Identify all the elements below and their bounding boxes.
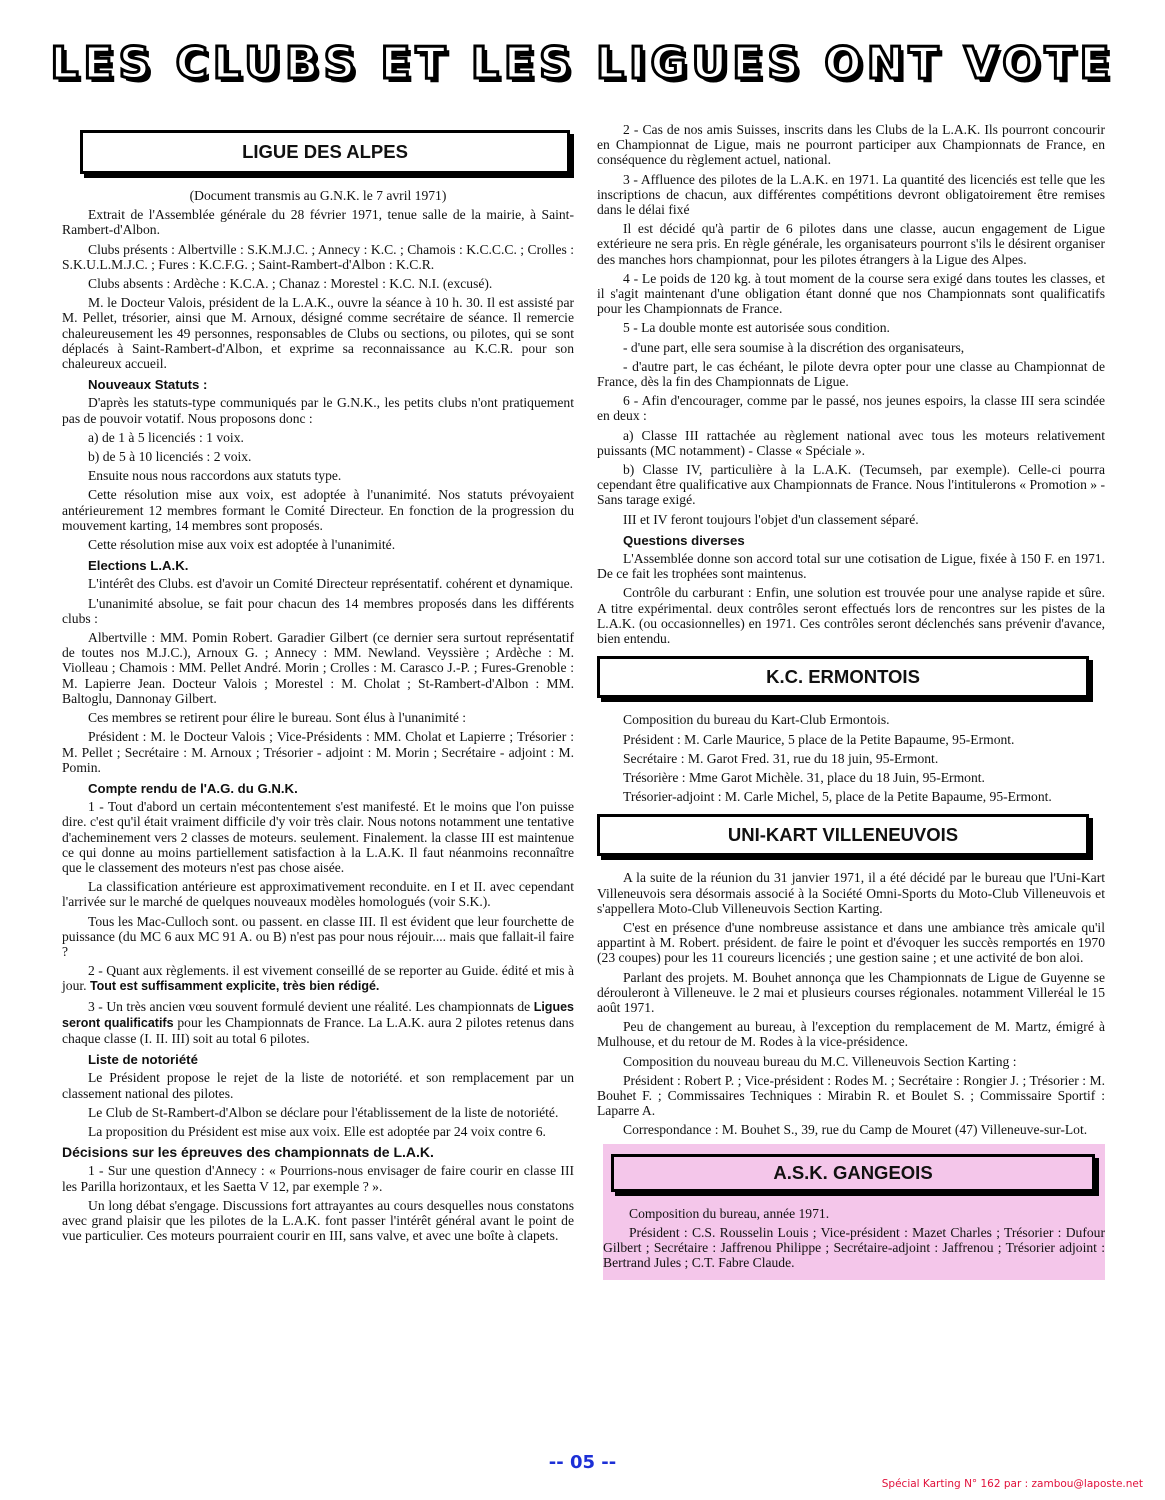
paragraph: - d'une part, elle sera soumise à la discrétion des organisateurs, (623, 339, 965, 355)
paragraph: 1 - Tout d'abord un certain mécontentement s'est manifesté. Et le moins que l'on puisse dire. c'est qu'il était vraiment difficile d'y voir très clair. Nous notons notamment une tentative d'acheminement vers 2 classes de moteurs. seulement. Finalement. la classe III est maintenue ce qui donne au moins partiellement satisfaction à la L.A.K. Il faut néanmoins reconnaître que le classement des moteurs n'est pas chose aisée. (62, 799, 574, 875)
paragraph: Le Club de St-Rambert-d'Albon se déclare pour l'établissement de la liste de notoriété. (88, 1104, 559, 1120)
paragraph: Clubs présents : Albertville : S.K.M.J.C. ; Annecy : K.C. ; Chamois : K.C.C.C. ; Crolles : S.K.U.L.M.J.C. ; Fures : K.C.F.G. ; Saint-Rambert-d'Albon : K.C.R. (62, 241, 574, 272)
paragraph: Le Président propose le rejet de la liste de notoriété. et son remplacement par un classement national des pilotes. (62, 1070, 574, 1101)
paragraph: Clubs absents : Ardèche : K.C.A. ; Chanaz : Morestel : K.C. N.I. (excusé). (88, 276, 493, 292)
paragraph-text: pour les Championnats de France. La L.A.K. aura 2 pilotes retenus dans chaque classe (I. II. III) soit au total 6 pilotes. (62, 1014, 574, 1046)
ask-gangeois-heading: A.S.K. GANGEOIS (611, 1154, 1095, 1192)
paragraph: III et IV feront toujours l'objet d'un classement séparé. (623, 511, 919, 527)
paragraph: Ces membres se retirent pour élire le bureau. Sont élus à l'unanimité : (88, 710, 467, 726)
paragraph: Peu de changement au bureau, à l'exception du remplacement de M. Martz, émigré à Mulhouse, et du retour de M. Rodes à la vice-présidence. (597, 1019, 1105, 1050)
paragraph: 2 - Cas de nos amis Suisses, inscrits dans les Clubs de la L.A.K. Ils pourront concourir en Championnat de Ligue, mais ne pourront participer aux Championnats de France, en conséquence du règlement actuel, national. (597, 122, 1105, 168)
emphasis-text: Ligues seront qualificatifs (62, 999, 574, 1030)
paragraph: C'est en présence d'une nombreuse assistance et dans une ambiance très amicale qu'il appartint à M. Robert. président. de faire le point et d'évoquer les succès remportés en 1970 (23 coupes) pour les 11 coureurs licenciés ; une gestion saine ; et une activité de bon aloi. (597, 919, 1105, 966)
paragraph: Trésorière : Mme Garot Michèle. 31, place du 18 Juin, 95-Ermont. (623, 769, 985, 785)
ligue-des-alpes-heading: LIGUE DES ALPES (80, 130, 570, 174)
paragraph: b) Classe IV, particulière à la L.A.K. (Tecumseh, par exemple). Celle-ci pourra cependant être qualificative aux Championnats de France. Nous l'intitulerons « Promotion » - Sans tarage exigé. (597, 462, 1105, 508)
right-column (597, 122, 1105, 1280)
credit-line: Spécial Karting N° 162 par : zambou@laposte.net (881, 1478, 1143, 1490)
paragraph: La proposition du Président est mise aux voix. Elle est adoptée par 24 voix contre 6. (88, 1123, 546, 1139)
paragraph: b) de 5 à 10 licenciés : 2 voix. (88, 449, 252, 465)
paragraph: Parlant des projets. M. Bouhet annonça que les Championnats de Ligue de Guyenne se dérouleront à Villeneuve. le 2 mai et plusieurs courses régionales. notamment Villeréal le 15 août 1971. (597, 969, 1105, 1015)
paragraph: Correspondance : M. Bouhet S., 39, rue du Camp de Mouret (47) Villeneuve-sur-Lot. (623, 1122, 1088, 1138)
paragraph: Président : M. Carle Maurice, 5 place de la Petite Bapaume, 95-Ermont. (623, 731, 1015, 747)
paragraph: A la suite de la réunion du 31 janvier 1971, il a été décidé par le bureau que l'Uni-Kart Villeneuvois sera désormais associé à la Société Omni-Sports du Moto-Club Villeneuvois et s'appellera Moto-Club Villeneuvois Section Karting. (597, 870, 1105, 916)
paragraph: La classification antérieure est approximativement reconduite. en I et II. avec cependant l'arrivée sur le marché de quelques nouveaux modèles homologués (voir S.K.). (62, 879, 574, 910)
paragraph: Un long débat s'engage. Discussions fort attrayantes au cours desquelles nous constatons avec grand plaisir que les pilotes de la L.A.K. font passer l'intérêt général avant le point de vue particulier. Ces moteurs pourraient courir en III, sans valve, et avec une boîte à clapets. (62, 1197, 574, 1244)
paragraph: a) de 1 à 5 licenciés : 1 voix. (88, 429, 244, 445)
uni-kart-heading: UNI-KART VILLENEUVOIS (597, 814, 1089, 856)
paragraph: Composition du nouveau bureau du M.C. Villeneuvois Section Karting : (623, 1053, 1017, 1069)
paragraph: Président : Robert P. ; Vice-président : Rodes M. ; Secrétaire : Rongier J. ; Trésorier : M. Bouhet F. ; Commissaires Techniques : Mirabin R. et Boulet S. ; Commissaire Sportif : Laparre A. (597, 1072, 1105, 1119)
subheading-compte-rendu: Compte rendu de l'A.G. du G.N.K. (88, 780, 298, 796)
ask-gangeois-panel (603, 1144, 1105, 1281)
subheading-statuts: Nouveaux Statuts : (88, 377, 208, 393)
subheading-questions: Questions diverses (623, 532, 745, 548)
paragraph: Président : C.S. Rousselin Louis ; Vice-président : Mazet Charles ; Trésorier : Dufour Gilbert ; Secrétaire : Jaffrenou Philippe ; Secrétaire-adjoint : Jaffrenou ; Trésorier adjoint : Bertrand Jules ; C.T. Fabre Claude. (603, 1224, 1105, 1271)
paragraph: L'intérêt des Clubs. est d'avoir un Comité Directeur représentatif. cohérent et dynamique. (88, 576, 574, 592)
subheading-decisions: Décisions sur les épreuves des championnats de L.A.K. (62, 1144, 434, 1161)
paragraph: Composition du bureau, année 1971. (629, 1205, 830, 1221)
paragraph: Contrôle du carburant : Enfin, une solution est trouvée pour une analyse rapide et sûre. A titre expérimental. deux contrôles seront effectués lors de rencontres sur les pistes de la L.A.K. (ou occasionnelles) en 1971. Ces contrôles seront déclenchés sans prévenir d'avance, bien entendu. (597, 585, 1105, 647)
paragraph: D'après les statuts-type communiqués par le G.N.K., les petits clubs n'ont pratiquement pas de pouvoir votatif. Nous proposons donc : (62, 395, 574, 426)
paragraph: Cette résolution mise aux voix est adoptée à l'unanimité. (88, 537, 396, 553)
paragraph: L'Assemblée donne son accord total sur une cotisation de Ligue, fixée à 150 F. en 1971. De ce fait les trophées sont maintenus. (597, 551, 1105, 582)
paragraph: Secrétaire : M. Garot Fred. 31, rue du 18 juin, 95-Ermont. (623, 750, 939, 766)
paragraph: M. le Docteur Valois, président de la L.A.K., ouvre la séance à 10 h. 30. Il est assisté par M. Pellet, trésorier, ainsi que M. Arnoux, désigné comme secrétaire de séance. Il remercie chaleureusement les 49 personnes, responsables de Clubs ou sections, ou pilotes, qui se sont déplacés à Saint-Rambert-d'Albon, et exprime sa reconnaissance au K.C.R. pour son chaleureux accueil. (62, 295, 574, 372)
paragraph: 1 - Sur une question d'Annecy : « Pourrions-nous envisager de faire courir en classe III les Parilla horizontaux, et les Saetta V 12, par exemple ? ». (62, 1163, 574, 1194)
paragraph: Trésorier-adjoint : M. Carle Michel, 5, place de la Petite Bapaume, 95-Ermont. (623, 789, 1052, 805)
paragraph: L'unanimité absolue, se fait pour chacun des 14 membres proposés dans les différents clubs : (62, 595, 574, 626)
paragraph: Il est décidé qu'à partir de 6 pilotes dans une classe, aucun engagement de Ligue extérieure ne sera pris. En règle générale, les organisateurs pourront s'ils le désirent organiser des manches hors championnat, pour les pilotes étrangers à la Ligue des Alpes. (597, 221, 1105, 267)
paragraph-text: 3 - Un très ancien vœu souvent formulé devient une réalité. Les championnats de (88, 998, 534, 1014)
paragraph: Extrait de l'Assemblée générale du 28 février 1971, tenue salle de la mairie, à Saint-Rambert-d'Albon. (62, 207, 574, 238)
paragraph: 3 - Affluence des pilotes de la L.A.K. en 1971. La quantité des licenciés est telle que les inscriptions de chacun, aux différentes compétitions devront obligatoirement être remises dans le délai fixé (597, 171, 1105, 218)
page-title: LES CLUBS ET LES LIGUES ONT VOTE (50, 38, 1115, 89)
paragraph: Tous les Mac-Culloch sont. ou passent. en classe III. Il est évident que leur fourchette de puissance (du MC 6 aux MC 91 A. ou B) n'est pas pour nous réjouir.... mais que fallait-il faire ? (62, 913, 574, 959)
paragraph (62, 963, 574, 994)
kc-ermontois-heading: K.C. ERMONTOIS (597, 656, 1089, 698)
paragraph: a) Classe III rattachée au règlement national avec tous les moteurs relativement puissants (MC notamment) - Classe « Spéciale ». (597, 427, 1105, 458)
paragraph: Albertville : MM. Pomin Robert. Garadier Gilbert (ce dernier sera surtout représentatif de toutes nos M.J.C.), Arnoux G. ; Annecy : MM. Newland. Veyssière ; Ardèche : M. Violleau ; Chamois : MM. Pellet André. Morin ; Crolles : M. Carasco J.-P. ; Fures-Grenoble : M. Lapierre Jean. Docteur Valois ; Morestel : M. Cholat ; St-Rambert-d'Albon : MM. Baltoglu, Dannonay Gilbert. (62, 630, 574, 706)
paragraph: - d'autre part, le cas échéant, le pilote devra opter pour une classe au Championnat de France, dès la fin des Championnats de Ligue. (597, 358, 1105, 390)
paragraph: 4 - Le poids de 120 kg. à tout moment de la course sera exigé dans toutes les classes, et il s'agit maintenant d'une obligation étant donné que nos Championnats sont qualificatifs pour les Championnats de France. (597, 270, 1105, 317)
left-column (62, 122, 574, 1247)
paragraph: Ensuite nous nous raccordons aux statuts type. (88, 468, 342, 484)
paragraph: Composition du bureau du Kart-Club Ermontois. (623, 712, 890, 728)
paragraph: 6 - Afin d'encourager, comme par le passé, nos jeunes espoirs, la classe III sera scindée en deux : (597, 393, 1105, 424)
paragraph (62, 999, 574, 1047)
paragraph: Cette résolution mise aux voix, est adoptée à l'unanimité. Nos statuts prévoyaient antérieurement 12 membres formant le Comité Directeur. En fonction de la progression du mouvement karting, 14 membres sont proposés. (62, 487, 574, 533)
page-number: -- 05 -- (548, 1452, 617, 1473)
paragraph: 5 - La double monte est autorisée sous condition. (623, 320, 890, 336)
emphasis-text: Tout est suffisamment explicite, très bien rédigé. (89, 979, 380, 994)
document-line: (Document transmis au G.N.K. le 7 avril 1971) (189, 188, 447, 203)
subheading-liste: Liste de notoriété (88, 1052, 198, 1068)
paragraph-text: 2 - Quant aux règlements. il est vivement conseillé de se reporter au Guide. édité et mis à jour. (62, 963, 574, 994)
paragraph: Président : M. le Docteur Valois ; Vice-Présidents : MM. Cholat et Lapierre ; Trésorier : M. Pellet ; Secrétaire : M. Arnoux ; Trésorier - adjoint : M. Morin ; Secrétaire - adjoint : M. Pomin. (62, 729, 574, 775)
subheading-elections: Elections L.A.K. (88, 558, 189, 574)
